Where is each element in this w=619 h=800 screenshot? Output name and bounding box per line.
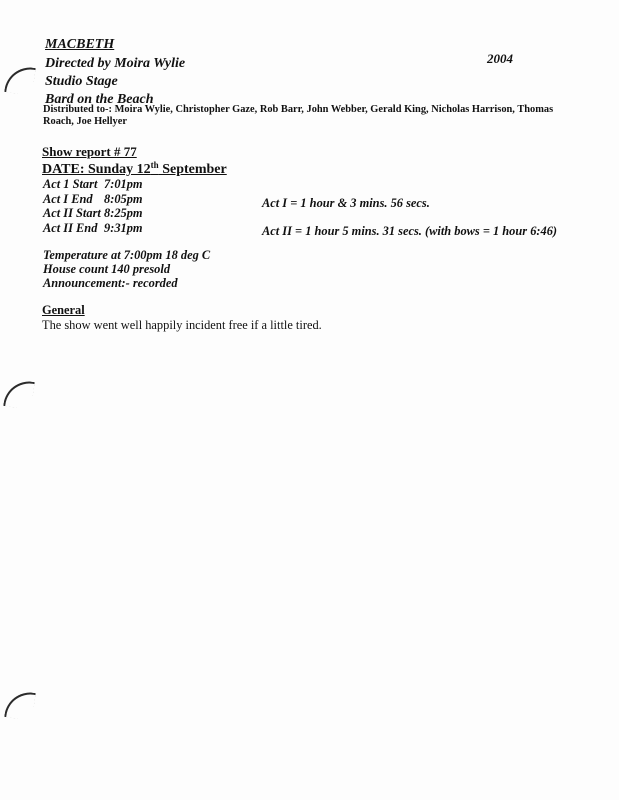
year: 2004 xyxy=(487,51,513,66)
play-title: MACBETH xyxy=(45,37,115,52)
time-label: Act II Start xyxy=(43,206,101,220)
report-date-ordinal: th xyxy=(150,160,159,170)
act-1-duration: Act I = 1 hour & 3 mins. 56 secs. xyxy=(262,196,430,210)
time-label: Act I End xyxy=(43,191,93,206)
temperature-line: Temperature at 7:00pm 18 deg C xyxy=(43,248,211,262)
company-name: Bard on the Beach xyxy=(45,92,154,107)
announcement-line: Announcement:- recorded xyxy=(43,276,178,290)
table-row xyxy=(43,221,143,236)
time-value: 8:25pm xyxy=(104,206,143,220)
general-notes: The show went well happily incident free if a little tired. xyxy=(42,318,322,332)
act-times-table xyxy=(43,177,143,235)
time-label: Act II End xyxy=(43,220,98,235)
table-row xyxy=(43,206,143,221)
director-line: Directed by Moira Wylie xyxy=(45,56,186,71)
hole-punch-mark-icon xyxy=(3,378,35,410)
time-label: Act 1 Start xyxy=(43,177,98,191)
time-value: 8:05pm xyxy=(104,191,143,206)
time-value: 9:31pm xyxy=(104,220,143,235)
hole-punch-mark-icon xyxy=(4,64,36,96)
general-heading: General xyxy=(42,303,85,317)
distribution-list: Distributed to-: Moira Wylie, Christopher Gaze, Rob Barr, John Webber, Gerald King, Nicholas Harrison, Thomas Roach, Joe Hellyer xyxy=(43,104,554,127)
stage-name: Studio Stage xyxy=(45,74,118,89)
house-count-line: House count 140 presold xyxy=(43,262,171,276)
act-2-duration: Act II = 1 hour 5 mins. 31 secs. (with bows = 1 hour 6:46) xyxy=(262,224,558,238)
report-date-prefix: DATE: Sunday 12 xyxy=(42,162,151,177)
time-value: 7:01pm xyxy=(104,177,143,191)
show-report-number: Show report # 77 xyxy=(42,144,137,159)
hole-punch-mark-icon xyxy=(4,689,36,721)
report-date xyxy=(42,160,227,178)
table-row xyxy=(43,192,143,207)
table-row xyxy=(43,177,143,192)
report-date-suffix: September xyxy=(158,162,227,177)
